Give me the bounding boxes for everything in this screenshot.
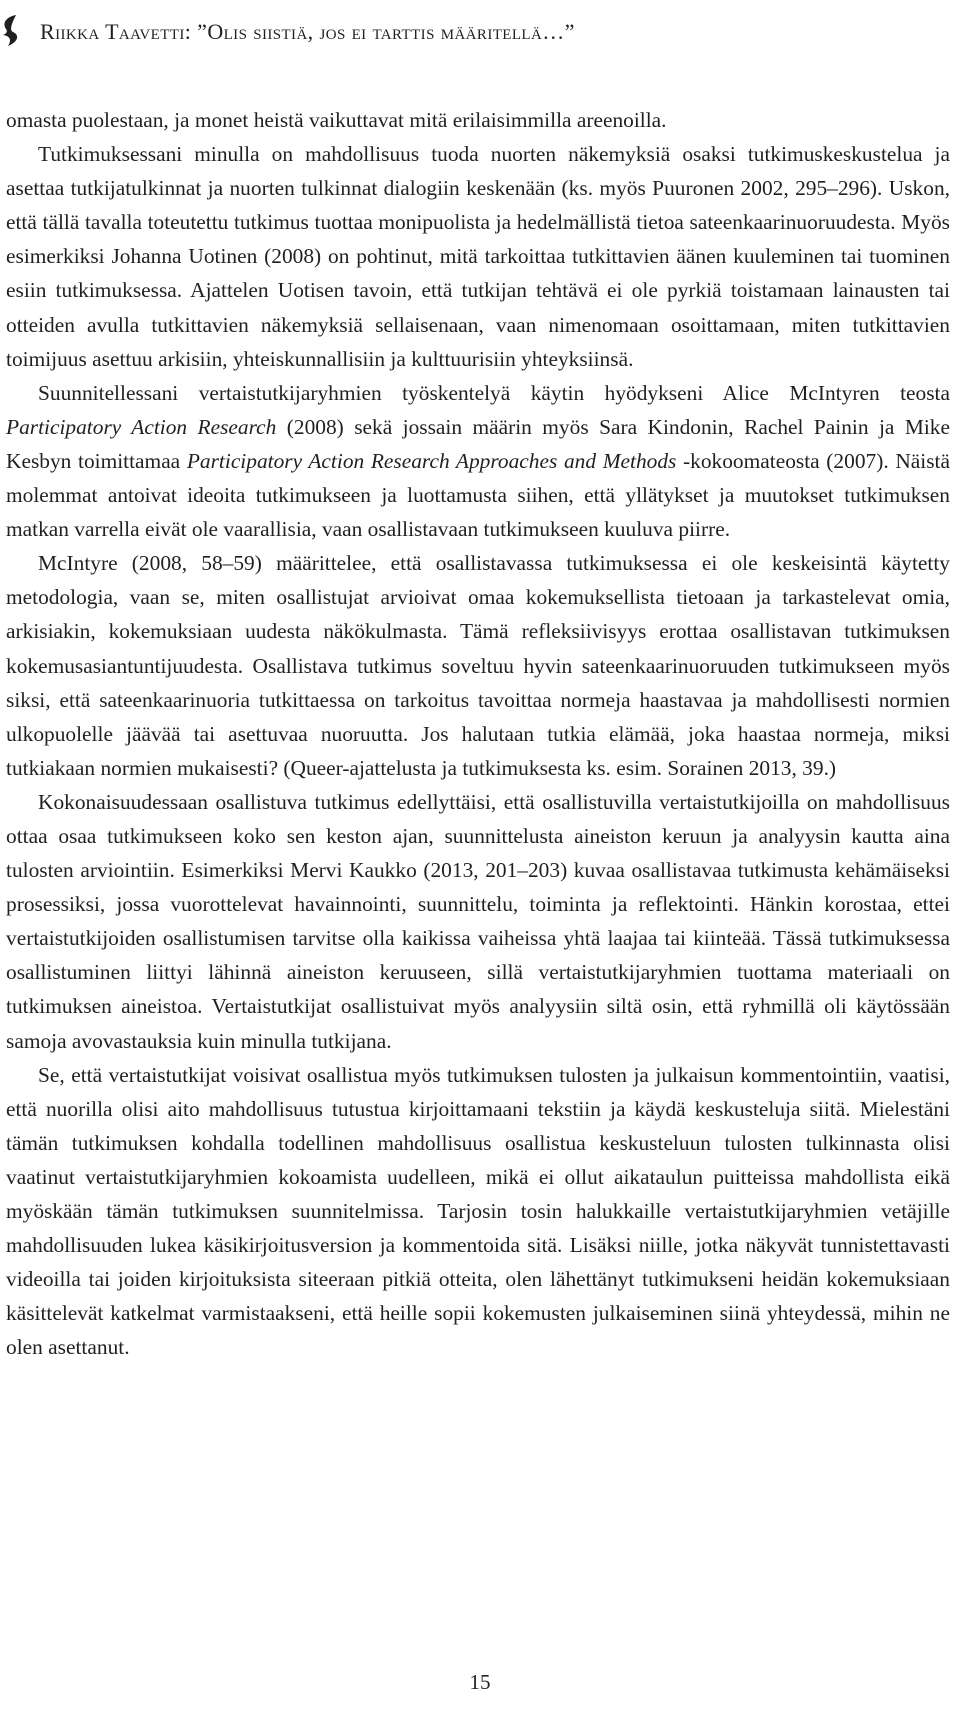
page-number: 15 xyxy=(469,1670,491,1694)
body-text xyxy=(6,103,950,1364)
section-swash-icon xyxy=(0,14,24,48)
body-paragraph xyxy=(6,137,950,376)
body-paragraph xyxy=(6,103,950,137)
running-head xyxy=(0,14,960,48)
text-run: -kokoomateosta (2007). Näistä molemmat antoivat ideoita tutkimukseen ja luottamusta siihen, että yllätykset ja muutokset tutkimuksen matkan varrella eivät ole vaarallisia, vaan osallistavaan tutkimukseen kuuluva piirre. xyxy=(6,448,950,542)
body-paragraph xyxy=(6,1058,950,1365)
text-run: McIntyre (2008, 58–59) määrittelee, että osallistavassa tutkimuksessa ei ole keskeisintä käytetty metodologia, vaan se, miten osallistujat arvioivat omaa kokemuksellista tietoaan ja tarkastelevat omia, arkisiakin, kokemuksiaan uudesta näkökulmasta. Tämä refleksiivisyys erottaa osallistavan tutkimuksen kokemusasiantuntijuudesta. Osallistava tutkimus soveltuu hyvin sateenkaarinuoruuden tutkimukseen myös siksi, että sateenkaarinuoria tutkittaessa on tarkoitus tavoittaa normeja haastavaa ja mahdollisesti normien ulkopuolelle jäävää tai asettuvaa nuoruutta. Jos halutaan tutkia elämää, joka haastaa normeja, miksi tutkiakaan normien mukaisesti? (Queer-ajattelusta ja tutkimuksesta ks. esim. Sorainen 2013, 39.) xyxy=(6,551,950,780)
running-title: Riikka Taavetti: ”Olis siistiä, jos ei tarttis määritellä…” xyxy=(40,19,575,44)
text-run: Tutkimuksessani minulla on mahdollisuus tuoda nuorten näkemyksiä osaksi tutkimuskeskustelua ja asettaa tutkijatulkinnat ja nuorten tulkinnat dialogiin keskenään (ks. myös Puuronen 2002, 295–296). Uskon, että tällä tavalla toteutettu tutkimus tuottaa monipuolista ja hedelmällistä tietoa sateenkaarinuoruudesta. Myös esimerkiksi Johanna Uotinen (2008) on pohtinut, mitä tarkoittaa tutkittavien äänen kuuleminen tai tuominen esiin tutkimuksessa. Ajattelen Uotisen tavoin, että tutkijan tehtävä ei ole pyrkiä toistamaan lainausten tai otteiden avulla tutkittavien näkemyksiä sellaisenaan, vaan nimenomaan osoittamaan, miten tutkittavien toimijuus asettuu arkisiin, yhteiskunnallisiin ja kulttuurisiin yhteyksiinsä. xyxy=(6,142,950,371)
text-run: Suunnitellessani vertaistutkijaryhmien työskentelyä käytin hyödykseni Alice McIntyren teosta xyxy=(38,380,950,405)
text-run: Se, että vertaistutkijat voisivat osallistua myös tutkimuksen tulosten ja julkaisun kommentointiin, vaatisi, että nuorilla olisi aito mahdollisuus tutustua kirjoittamaani tekstiin ja käydä keskusteluja siitä. Mielestäni tämän tutkimuksen kohdalla todellinen mahdollisuus osallistua keskusteluun tulosten tulkinnasta olisi vaatinut vertaistutkijaryhmien kokoamista uudelleen, mikä ei ollut aikataulun puitteissa mahdollista eikä myöskään tämän tutkimuksen suunnitelmissa. Tarjosin tosin halukkaille vertaistutkijaryhmien vetäjille mahdollisuuden lukea käsikirjoitusversion ja kommentoida sitä. Lisäksi niille, jotka näkyvät tunnistettavasti videoilla tai joiden kirjoituksista siteeraan pitkiä otteita, olen lähettänyt tutkimukseni heidän kokemuksiaan käsittelevät katkelmat varmistaakseni, että heille sopii kokemusten julkaiseminen siinä yhteydessä, mihin ne olen asettanut. xyxy=(6,1062,950,1360)
body-paragraph xyxy=(6,376,950,546)
italic-title-run: Participatory Action Research xyxy=(6,414,277,439)
italic-title-run: Participatory Action Research Approaches and Methods xyxy=(186,448,677,473)
text-run: omasta puolestaan, ja monet heistä vaikuttavat mitä erilaisimmilla areenoilla. xyxy=(6,108,667,132)
body-paragraph xyxy=(6,785,950,1058)
text-run: Kokonaisuudessaan osallistuva tutkimus edellyttäisi, että osallistuvilla vertaistutkijoilla on mahdollisuus ottaa osaa tutkimukseen koko sen keston ajan, suunnittelusta aineiston keruun ja analyysin kautta aina tulosten arviointiin. Esimerkiksi Mervi Kaukko (2013, 201–203) kuvaa osallistavaa tutkimusta kehämäiseksi prosessiksi, jossa vuorottelevat havainnointi, suunnittelu, toiminta ja reflektointi. Hänkin korostaa, ettei vertaistutkijoiden osallistumisen tarvitse olla kaikissa vaiheissa yhtä laajaa tai kiinteää. Tässä tutkimuksessa osallistuminen liittyi lähinnä aineiston keruuseen, sillä vertaistutkijaryhmien tuottama materiaali on tutkimuksen aineistoa. Vertaistutkijat osallistuivat myös analyysiin siltä osin, että ryhmillä oli käytössään samoja avovastauksia kuin minulla tutkijana. xyxy=(6,789,950,1053)
body-paragraph xyxy=(6,546,950,785)
text-run: (2008) sekä jossain määrin myös Sara Kindonin, Rachel Painin ja Mike Kesbyn toimittamaa xyxy=(6,414,950,473)
